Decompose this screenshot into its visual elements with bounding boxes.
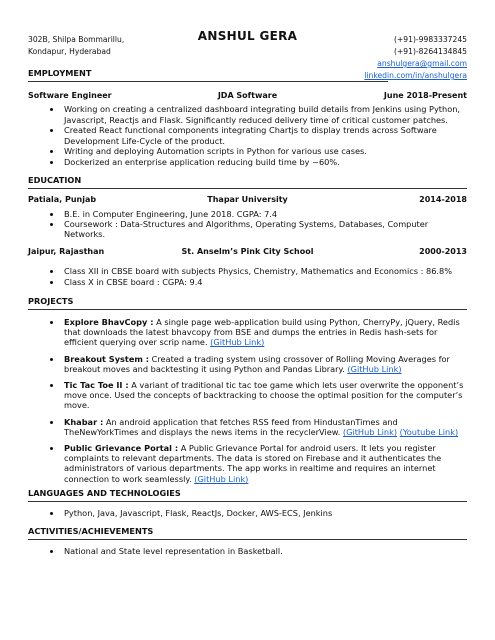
address-line-2: Kondapur, Hyderabad <box>28 47 111 56</box>
candidate-name: ANSHUL GERA <box>197 29 298 43</box>
github-link[interactable]: (GitHub Link) <box>342 426 398 437</box>
project-item <box>62 354 467 374</box>
phone-2: (+91)-8264134845 <box>393 47 467 56</box>
email-link[interactable]: anshulgera@gmail.com <box>377 59 467 68</box>
education-row <box>28 247 467 257</box>
job-dates: June 2018-Present <box>383 91 467 101</box>
phone-1: (+91)-9983337245 <box>393 35 467 44</box>
github-link[interactable]: (GitHub Link) <box>194 473 249 484</box>
education-row <box>28 195 467 205</box>
section-title-activities: ACTIVITIES/ACHIEVEMENTS <box>28 526 467 540</box>
project-description: A variant of traditional tic tac toe game which lets user overwrite the opponent’s move once. Used the concepts of backtracking to choose the optimal position for the computer’s move. <box>64 379 464 411</box>
section-title-education: EDUCATION <box>28 175 467 189</box>
project-description: A Public Grievance Portal for android users. It lets you register complaints to relevant departments. The data is stored on Firebase and it authenticates the administrators of various departments. The app works in realtime and requires an internet connection to work seamlessly. <box>64 442 442 484</box>
list-item: • B.E. in Computer Engineering, June 2018. CGPA: 7.4 <box>62 209 467 219</box>
list-item: • Working on creating a centralized dashboard integrating build details from Jenkins using Python, Javascript, Reactjs and Flask. Significantly reduced delivery time of critical customer patches. <box>62 104 467 124</box>
contact-block <box>364 34 467 82</box>
project-name: Breakout System : <box>64 353 150 364</box>
education-bullets <box>28 209 467 240</box>
project-name: Tic Tac Toe II : <box>64 379 129 390</box>
list-item: • National and State level representation in Basketball. <box>62 546 467 556</box>
list-item: • Dockerized an enterprise application reducing build time by ~60%. <box>62 157 467 167</box>
education-dates: 2000-2013 <box>419 246 467 256</box>
section-title-employment: EMPLOYMENT <box>28 68 388 82</box>
section-title-languages: LANGUAGES AND TECHNOLOGIES <box>28 488 467 502</box>
project-list <box>28 317 467 484</box>
list-item: • Created React functional components integrating Chartjs to display trends across Software Development Life-Cycle of the product. <box>62 125 467 145</box>
education-location: Patiala, Punjab <box>28 195 97 205</box>
project-item <box>62 443 467 484</box>
education-location: Jaipur, Rajasthan <box>28 246 105 256</box>
list-item: • Writing and deploying Automation scripts in Python for various use cases. <box>62 146 467 156</box>
project-name: Khabar : <box>64 416 104 427</box>
project-item <box>62 417 467 437</box>
project-name: Public Grievance Portal : <box>64 442 179 453</box>
company-name: JDA Software <box>217 91 278 101</box>
project-description: Created a trading system using crossover of Rolling Moving Averages for breakout moves and backtesting it using Python and Pandas Library. <box>64 353 450 374</box>
linkedin-link[interactable]: linkedin.com/in/anshulgera <box>364 71 467 80</box>
project-name: Explore BhavCopy : <box>64 316 154 327</box>
project-description: An android application that fetches RSS feed from HindustanTimes and TheNewYorkTimes and displays the news items in the recyclerView. <box>64 416 398 437</box>
education-dates: 2014-2018 <box>419 195 467 205</box>
project-item <box>62 380 467 411</box>
education-school: St. Anselm’s Pink City School <box>181 246 314 256</box>
activities-bullets <box>28 546 467 556</box>
address-line-1: 302B, Shilpa Bommarillu, <box>28 35 125 44</box>
project-description: A single page web-application build using Python, CherryPy, jQuery, Redis that downloads the latest bhavcopy from BSE and dumps the entries in Redis hash-sets for efficient querying over scrip name. <box>64 316 460 348</box>
employment-bullets <box>28 104 467 167</box>
job-title: Software Engineer <box>28 91 112 101</box>
github-link[interactable]: (GitHub Link) <box>347 363 402 374</box>
github-link[interactable]: (GitHub Link) <box>210 337 265 348</box>
section-title-projects: PROJECTS <box>28 296 467 310</box>
list-item: • Coursework : Data-Structures and Algorithms, Operating Systems, Databases, Computer Networks. <box>62 219 467 239</box>
list-item: • Class X in CBSE board : CGPA: 9.4 <box>62 277 467 287</box>
resume-header <box>28 26 467 82</box>
project-item <box>62 317 467 348</box>
youtube-link[interactable]: (Youtube Link) <box>399 426 459 437</box>
education-school: Thapar University <box>207 195 288 205</box>
languages-bullets <box>28 508 467 518</box>
list-item: • Class XII in CBSE board with subjects Physics, Chemistry, Mathematics and Economics : 86.8% <box>62 266 467 276</box>
job-row <box>28 91 467 101</box>
list-item: • Python, Java, Javascript, Flask, ReactJs, Docker, AWS-ECS, Jenkins <box>62 508 467 518</box>
education-bullets <box>28 266 467 287</box>
